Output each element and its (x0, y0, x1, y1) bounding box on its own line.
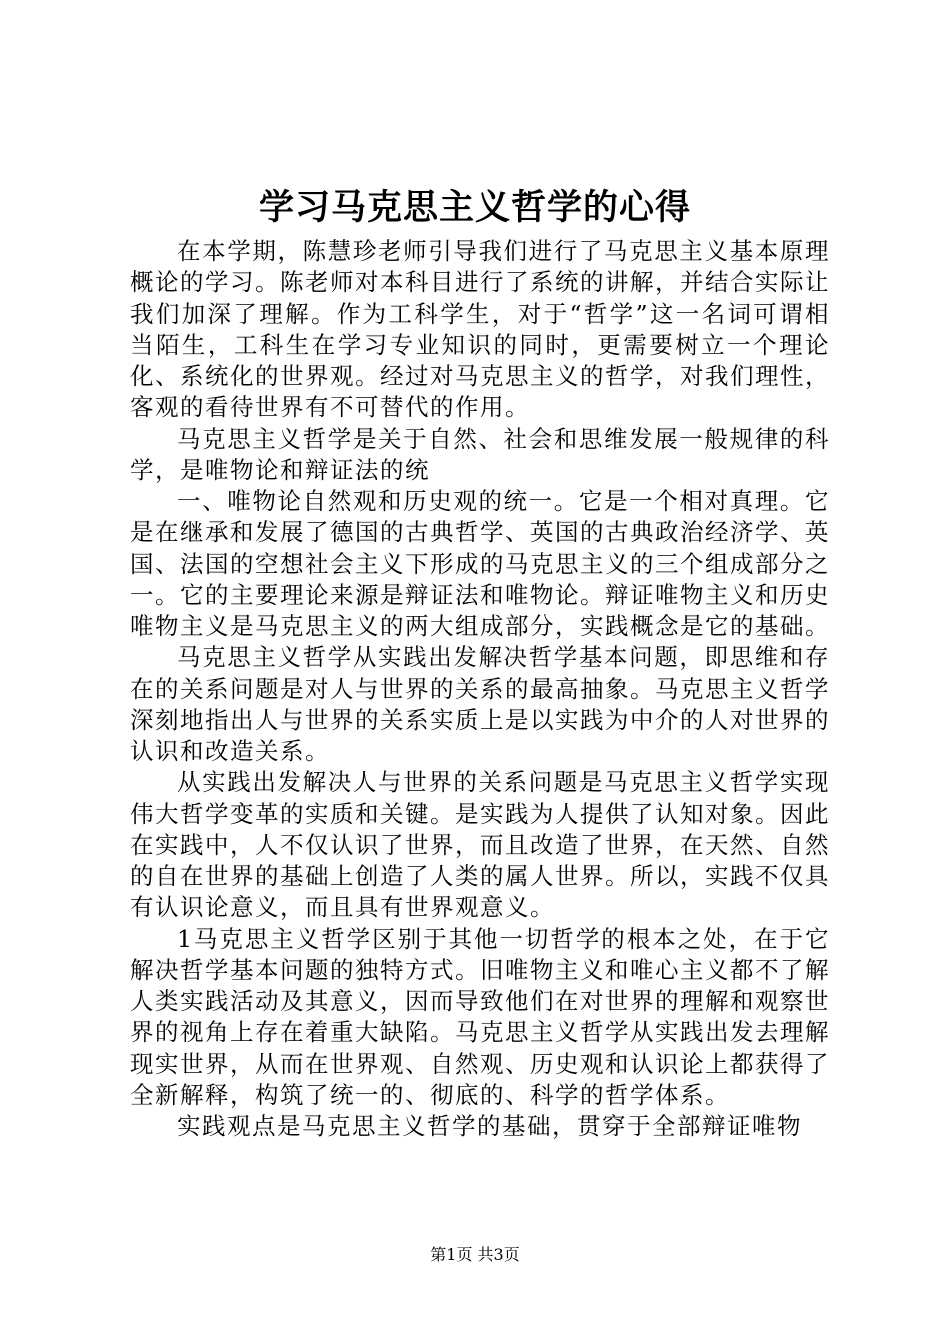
paragraph: 实践观点是马克思主义哲学的基础，贯穿于全部辩证唯物 (177, 1112, 802, 1140)
paragraph: 一、唯物论自然观和历史观的统一。它是一个相对真理。它是在继承和发展了德国的古典哲学、英国的古典政治经济学、英国、法国的空想社会主义下形成的马克思主义的三个组成部分之一。它的主要理论来源是辩证法和唯物论。辩证唯物主义和历史唯物主义是马克思主义的两大组成部分，实践概念是它的基础。 (130, 487, 830, 640)
paragraph: 1马克思主义哲学区别于其他一切哲学的根本之处，在于它解决哲学基本问题的独特方式。旧唯物主义和唯心主义都不了解人类实践活动及其意义，因而导致他们在对世界的理解和观察世界的视角上存在着重大缺陷。马克思主义哲学从实践出发去理解现实世界，从而在世界观、自然观、历史观和认识论上都获得了全新解释，构筑了统一的、彻底的、科学的哲学体系。 (130, 924, 830, 1109)
document-title: 学习马克思主义哲学的心得 (258, 187, 691, 228)
paragraph: 马克思主义哲学从实践出发解决哲学基本问题，即思维和存在的关系问题是对人与世界的关系的最高抽象。马克思主义哲学深刻地指出人与世界的关系实质上是以实践为中介的人对世界的认识和改造关系。 (130, 643, 830, 765)
document-body (130, 236, 830, 1142)
paragraph: 在本学期，陈慧珍老师引导我们进行了马克思主义基本原理概论的学习。陈老师对本科目进行了系统的讲解，并结合实际让我们加深了理解。作为工科学生，对于“哲学”这一名词可谓相当陌生，工科生在学习专业知识的同时，更需要树立一个理论化、系统化的世界观。经过对马克思主义的哲学，对我们理性，客观的看待世界有不可替代的作用。 (130, 237, 830, 422)
paragraph: 从实践出发解决人与世界的关系问题是马克思主义哲学实现伟大哲学变革的实质和关键。是实践为人提供了认知对象。因此在实践中，人不仅认识了世界，而且改造了世界，在天然、自然的自在世界的基础上创造了人类的属人世界。所以，实践不仅具有认识论意义，而且具有世界观意义。 (130, 768, 830, 922)
page-number-footer: 第1页 共3页 (430, 1245, 520, 1264)
paragraph: 马克思主义哲学是关于自然、社会和思维发展一般规律的科学，是唯物论和辩证法的统 (130, 424, 830, 484)
